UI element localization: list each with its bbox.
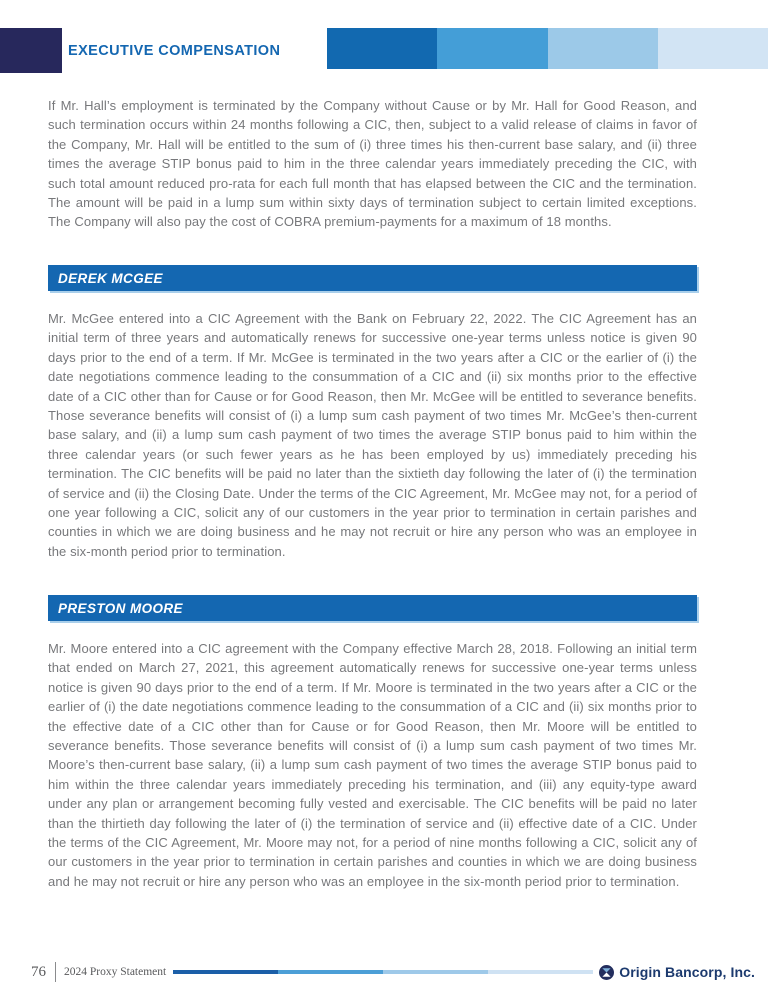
page-footer	[31, 958, 755, 986]
footer-bar-segment-1	[173, 970, 278, 974]
footer-bar-segment-4	[488, 970, 593, 974]
origin-bancorp-logo-icon	[599, 965, 614, 980]
footer-doc-title: 2024 Proxy Statement	[64, 966, 167, 978]
accent-bar-segment-3	[548, 28, 658, 69]
section-heading-label: PRESTON MOORE	[58, 600, 183, 616]
header-navy-square	[0, 28, 62, 73]
footer-bar-segment-3	[383, 970, 488, 974]
page-number: 76	[31, 963, 46, 980]
company-brand	[599, 964, 755, 980]
section-heading-preston-moore	[48, 595, 697, 621]
footer-divider	[55, 962, 56, 982]
footer-gradient-bar	[173, 970, 593, 974]
footer-bar-segment-2	[278, 970, 383, 974]
section-heading-derek-mcgee	[48, 265, 697, 291]
accent-bar-segment-2	[437, 28, 547, 69]
header-accent-bars	[327, 28, 768, 69]
accent-bar-segment-4	[658, 28, 768, 69]
accent-bar-segment-1	[327, 28, 437, 69]
company-name: Origin Bancorp, Inc.	[619, 964, 755, 980]
paragraph-mcgee-agreement: Mr. McGee entered into a CIC Agreement with the Bank on February 22, 2022. The CIC Agreement has an initial term of three years and automatically renews for successive one-year terms unless notice is given 90 days prior to the end of a term. If Mr. McGee is terminated in the two years after a CIC or the earlier of (i) the date negotiations commence leading to the consummation of a CIC and (ii) six months prior to the effective date of a CIC other than for Cause or for Good Reason, then Mr. McGee will be entitled to severance benefits. Those severance benefits will consist of (i) a lump sum cash payment of two times Mr. McGee’s then-current base salary, and (ii) a lump sum cash payment of two times the average STIP bonus paid to him within the three calendar years (or such fewer years as he has been employed by us) immediately preceding his termination. The CIC benefits will be paid no later than the sixtieth day following the later of (i) the termination of service and (ii) the Closing Date. Under the terms of the CIC Agreement, Mr. McGee may not, for a period of one year following a CIC, solicit any of our customers in the year prior to termination in certain parishes and counties in which we are doing business and he may not recruit or hire any person who was an employee in the six-month period prior to termination.	[48, 311, 697, 559]
section-heading-label: DEREK MCGEE	[58, 270, 163, 286]
paragraph-hall-termination: If Mr. Hall’s employment is terminated by the Company without Cause or by Mr. Hall for Good Reason, and such termination occurs within 24 months following a CIC, then, subject to a valid release of claims in favor of the Company, Mr. Hall will be entitled to the sum of (i) three times his then-current base salary, and (ii) three times the average STIP bonus paid to him in the three calendar years immediately preceding the CIC, with such total amount reduced pro-rata for each full month that has elapsed between the CIC and the termination. The amount will be paid in a lump sum within sixty days of termination subject to certain limited exceptions. The Company will also pay the cost of COBRA premium-payments for a maximum of 18 months.	[48, 98, 697, 230]
paragraph-moore-agreement: Mr. Moore entered into a CIC agreement with the Company effective March 28, 2018. Following an initial term that ended on March 27, 2021, this agreement automatically renews for successive one-year terms unless notice is given 90 days prior to the end of a term. If Mr. Moore is terminated in the two years after a CIC or the earlier of (i) the date negotiations commence leading to the consummation of a CIC and (ii) six months prior to the effective date of a CIC other than for Cause or for Good Reason, then Mr. Moore will be entitled to severance benefits. Those severance benefits will consist of (i) a lump sum cash payment of two times Mr. Moore’s then-current base salary, (ii) a lump sum cash payment of two times the average STIP bonus paid to him within the three calendar years immediately preceding his termination, and (iii) any equity-type award under any plan or arrangement becoming fully vested and exercisable. The CIC benefits will be paid no later than the thirtieth day following the later of (i) the termination of service and (ii) effective date of a CIC. Under the terms of the CIC Agreement, Mr. Moore may not, for a period of nine months following a CIC, solicit any of our customers in the year prior to termination in certain parishes and counties in which we are doing business and he may not recruit or hire any person who was an employee in the six-month period prior to termination.	[48, 641, 697, 889]
page-title: EXECUTIVE COMPENSATION	[68, 42, 281, 59]
